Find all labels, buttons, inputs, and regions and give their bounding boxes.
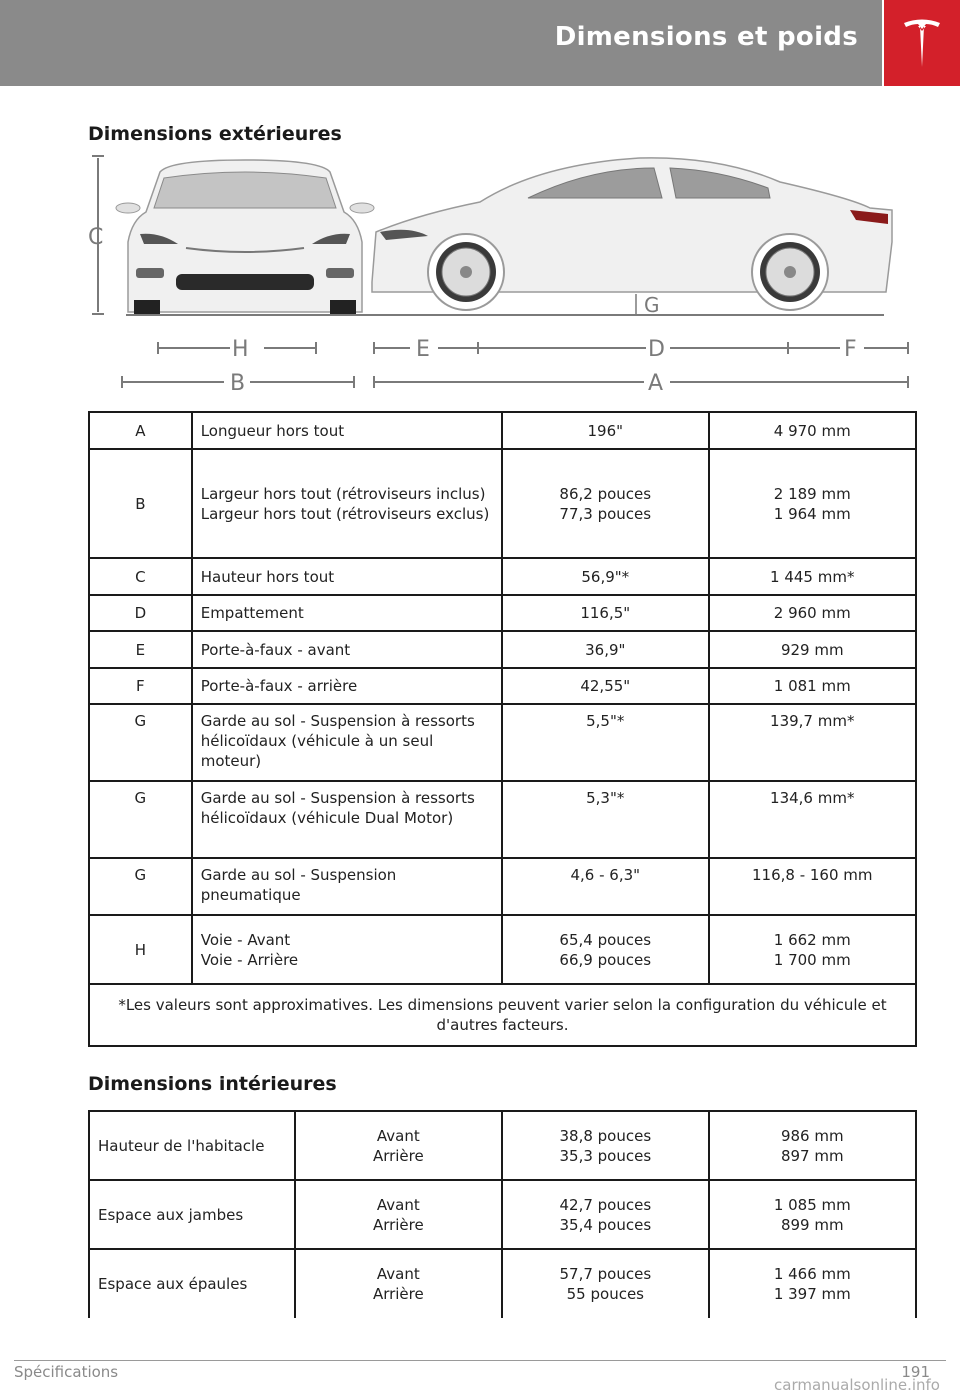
table-row <box>89 915 916 984</box>
row-millimeters: 2 960 mm <box>709 595 916 631</box>
table-row <box>89 412 916 449</box>
row-description: Porte-à-faux - arrière <box>192 668 502 704</box>
row-positions: Avant Arrière <box>295 1111 502 1180</box>
row-label: Espace aux jambes <box>89 1180 295 1249</box>
table-row <box>89 781 916 858</box>
row-letter: D <box>89 595 192 631</box>
row-letter: G <box>89 781 192 858</box>
table-row <box>89 631 916 668</box>
row-inches: 42,7 pouces 35,4 pouces <box>502 1180 709 1249</box>
row-inches: 57,7 pouces 55 pouces <box>502 1249 709 1318</box>
diagram-label-e: E <box>416 337 430 362</box>
row-millimeters: 1 081 mm <box>709 668 916 704</box>
row-letter: G <box>89 858 192 915</box>
row-millimeters: 1 445 mm* <box>709 558 916 595</box>
row-millimeters: 1 662 mm 1 700 mm <box>709 915 916 984</box>
table-row <box>89 1111 916 1180</box>
footer-section-name: Spécifications <box>14 1363 119 1381</box>
row-description: Largeur hors tout (rétroviseurs inclus) Largeur hors tout (rétroviseurs exclus) <box>192 449 502 558</box>
row-inches: 36,9" <box>502 631 709 668</box>
diagram-label-h: H <box>232 337 249 362</box>
row-positions: Avant Arrière <box>295 1180 502 1249</box>
row-description: Voie - Avant Voie - Arrière <box>192 915 502 984</box>
exterior-section-title: Dimensions extérieures <box>88 123 342 145</box>
row-millimeters: 1 466 mm 1 397 mm <box>709 1249 916 1318</box>
row-inches: 5,5"* <box>502 704 709 781</box>
table-row <box>89 704 916 781</box>
watermark-text: carmanualsonline.info <box>774 1376 940 1394</box>
row-description: Porte-à-faux - avant <box>192 631 502 668</box>
table-row <box>89 1249 916 1318</box>
row-millimeters: 4 970 mm <box>709 412 916 449</box>
brand-logo-box <box>884 0 960 86</box>
table-row <box>89 558 916 595</box>
row-inches: 4,6 - 6,3" <box>502 858 709 915</box>
table-row <box>89 858 916 915</box>
row-letter: E <box>89 631 192 668</box>
table-row <box>89 595 916 631</box>
row-inches: 56,9"* <box>502 558 709 595</box>
front-view-car <box>116 160 374 314</box>
row-millimeters: 2 189 mm 1 964 mm <box>709 449 916 558</box>
row-description: Garde au sol - Suspension à ressorts hélicoïdaux (véhicule à un seul moteur) <box>192 704 502 781</box>
footer-page-number: 191 <box>901 1363 930 1381</box>
row-description: Garde au sol - Suspension à ressorts hélicoïdaux (véhicule Dual Motor) <box>192 781 502 858</box>
diagram-label-d: D <box>648 337 665 362</box>
table-row <box>89 449 916 558</box>
row-description: Hauteur hors tout <box>192 558 502 595</box>
diagram-label-a: A <box>648 371 664 396</box>
vehicle-dimensions-diagram <box>80 150 920 400</box>
row-label: Espace aux épaules <box>89 1249 295 1318</box>
side-view-car <box>372 158 892 310</box>
page-title: Dimensions et poids <box>554 22 858 52</box>
footer-divider <box>14 1360 946 1361</box>
row-letter: A <box>89 412 192 449</box>
row-letter: F <box>89 668 192 704</box>
row-letter: G <box>89 704 192 781</box>
row-letter: H <box>89 915 192 984</box>
table-row <box>89 668 916 704</box>
row-inches: 38,8 pouces 35,3 pouces <box>502 1111 709 1180</box>
interior-dimensions-table <box>88 1110 917 1318</box>
table-footnote: *Les valeurs sont approximatives. Les dimensions peuvent varier selon la configuration du véhicule et d'autres facteurs. <box>89 984 916 1046</box>
row-letter: B <box>89 449 192 558</box>
row-millimeters: 986 mm 897 mm <box>709 1111 916 1180</box>
row-inches: 42,55" <box>502 668 709 704</box>
table-footnote-row <box>89 984 916 1046</box>
row-inches: 116,5" <box>502 595 709 631</box>
row-millimeters: 139,7 mm* <box>709 704 916 781</box>
row-inches: 65,4 pouces 66,9 pouces <box>502 915 709 984</box>
row-letter: C <box>89 558 192 595</box>
diagram-label-b: B <box>230 371 246 396</box>
diagram-label-g: G <box>644 293 660 317</box>
diagram-label-f: F <box>844 337 857 362</box>
table-row <box>89 1180 916 1249</box>
row-millimeters: 929 mm <box>709 631 916 668</box>
row-millimeters: 134,6 mm* <box>709 781 916 858</box>
row-description: Garde au sol - Suspension pneumatique <box>192 858 502 915</box>
row-description: Empattement <box>192 595 502 631</box>
row-inches: 86,2 pouces 77,3 pouces <box>502 449 709 558</box>
row-millimeters: 116,8 - 160 mm <box>709 858 916 915</box>
row-positions: Avant Arrière <box>295 1249 502 1318</box>
interior-section-title: Dimensions intérieures <box>88 1073 337 1095</box>
diagram-label-c: C <box>88 225 104 250</box>
row-millimeters: 1 085 mm 899 mm <box>709 1180 916 1249</box>
row-inches: 5,3"* <box>502 781 709 858</box>
row-label: Hauteur de l'habitacle <box>89 1111 295 1180</box>
tesla-logo-icon <box>902 17 942 69</box>
exterior-dimensions-table <box>88 411 917 1047</box>
row-inches: 196" <box>502 412 709 449</box>
row-description: Longueur hors tout <box>192 412 502 449</box>
